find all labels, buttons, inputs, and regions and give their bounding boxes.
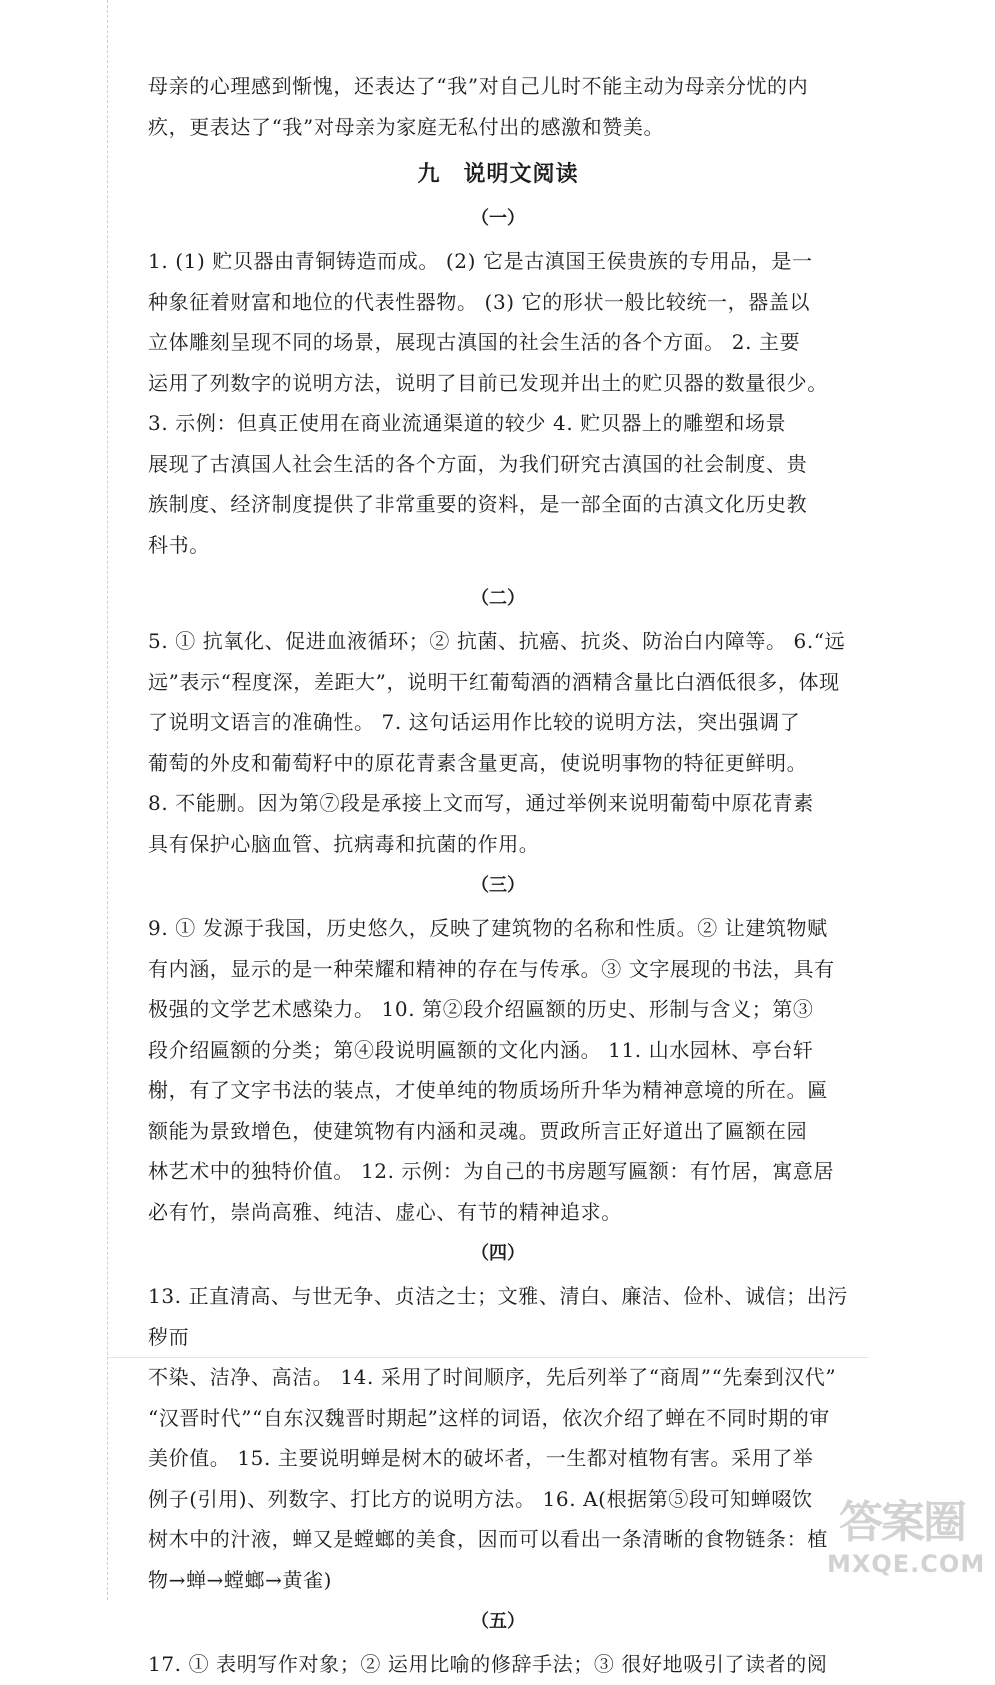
page-content bbox=[148, 66, 848, 1685]
watermark-logo bbox=[827, 1496, 986, 1588]
answer-line: 林艺术中的独特价值。 12. 示例：为自己的书房题写匾额：有竹居，寓意居 bbox=[148, 1159, 835, 1183]
answer-line: 具有保护心脑血管、抗病毒和抗菌的作用。 bbox=[148, 831, 540, 856]
answer-line: 种象征着财富和地位的代表性器物。 (3) 它的形状一般比较统一，器盖以 bbox=[148, 289, 811, 314]
answer-line: 17. ① 表明写作对象；② 运用比喻的修辞手法；③ 很好地吸引了读者的阅 bbox=[148, 1652, 828, 1676]
answer-line: 树木中的汁液，蝉又是螳螂的美食，因而可以看出一条清晰的食物链条：植 bbox=[148, 1527, 828, 1551]
answer-line: 9. ① 发源于我国，历史悠久，反映了建筑物的名称和性质。② 让建筑物赋 bbox=[148, 916, 828, 940]
section-heading: （五） bbox=[471, 1611, 525, 1632]
section-heading: （二） bbox=[471, 588, 525, 609]
answer-line: 立体雕刻呈现不同的场景，展现古滇国的社会生活的各个方面。 2. 主要 bbox=[148, 330, 801, 354]
answer-line: 必有竹，崇尚高雅、纯洁、虚心、有节的精神追求。 bbox=[148, 1199, 622, 1224]
watermark-url: MXQE.COM bbox=[827, 1550, 986, 1578]
answer-line: 运用了列数字的说明方法，说明了目前已发现并出土的贮贝器的数量很少。 bbox=[148, 370, 828, 395]
answer-line: 8. 不能删。因为第⑦段是承接上文而写，通过举例来说明葡萄中原花青素 bbox=[148, 791, 814, 815]
answer-line: 了说明文语言的准确性。 7. 这句话运用作比较的说明方法，突出强调了 bbox=[148, 710, 801, 734]
answer-line: 族制度、经济制度提供了非常重要的资料，是一部全面的古滇文化历史教 bbox=[148, 492, 808, 516]
section-4 bbox=[148, 1234, 848, 1600]
intro-line: 疚，更表达了“我”对母亲为家庭无私付出的感激和赞美。 bbox=[148, 114, 665, 139]
answer-line: 不染、洁净、高洁。 14. 采用了时间顺序，先后列举了“商周”“先秦到汉代” bbox=[148, 1365, 837, 1389]
section-heading: （一） bbox=[471, 208, 525, 229]
answer-line: 远”表示“程度深，差距大”，说明干红葡萄酒的酒精含量比白酒低很多，体现 bbox=[148, 669, 840, 694]
answer-line: “汉晋时代”“自东汉魏晋时期起”这样的词语，依次介绍了蝉在不同时期的审 bbox=[148, 1405, 830, 1430]
answer-line: 3. 示例：但真正使用在商业流通渠道的较少 4. 贮贝器上的雕塑和场景 bbox=[148, 411, 787, 435]
section-2 bbox=[148, 579, 848, 864]
answer-line: 葡萄的外皮和葡萄籽中的原花青素含量更高，使说明事物的特征更鲜明。 bbox=[148, 750, 808, 775]
answer-line: 13. 正直清高、与世无争、贞洁之士；文雅、清白、廉洁、俭朴、诚信；出污秽而 bbox=[148, 1284, 848, 1349]
watermark-text: 答案圈 bbox=[839, 1497, 965, 1548]
answer-line: 段介绍匾额的分类；第④段说明匾额的文化内涵。 11. 山水园林、亭台轩 bbox=[148, 1037, 814, 1062]
answer-line: 榭，有了文字书法的装点，才使单纯的物质场所升华为精神意境的所在。匾 bbox=[148, 1078, 828, 1102]
section-5 bbox=[148, 1602, 848, 1685]
answer-line: 物→蝉→螳螂→黄雀) bbox=[148, 1567, 333, 1592]
section-1 bbox=[148, 199, 848, 565]
answer-line: 美价值。 15. 主要说明蝉是树木的破坏者，一生都对植物有害。采用了举 bbox=[148, 1446, 814, 1470]
section-heading: （四） bbox=[471, 1243, 525, 1264]
chapter-title: 九 说明文阅读 bbox=[417, 162, 579, 187]
answer-line: 有内涵，显示的是一种荣耀和精神的存在与传承。③ 文字展现的书法，具有 bbox=[148, 956, 835, 981]
binding-margin-rule bbox=[107, 0, 108, 1600]
answer-line: 极强的文学艺术感染力。 10. 第②段介绍匾额的历史、形制与含义；第③ bbox=[148, 997, 814, 1021]
answer-line: 1. (1) 贮贝器由青铜铸造而成。 (2) 它是古滇国王侯贵族的专用品，是一 bbox=[148, 249, 813, 273]
intro-line: 母亲的心理感到惭愧，还表达了“我”对自己儿时不能主动为母亲分忧的内 bbox=[148, 74, 809, 98]
answer-line: 额能为景致增色，使建筑物有内涵和灵魂。贾政所言正好道出了匾额在园 bbox=[148, 1118, 808, 1143]
answer-line: 例子(引用)、列数字、打比方的说明方法。 16. A(根据第⑤段可知蝉啜饮 bbox=[148, 1486, 813, 1511]
answer-line: 科书。 bbox=[148, 532, 210, 557]
answer-line: 展现了古滇国人社会生活的各个方面，为我们研究古滇国的社会制度、贵 bbox=[148, 451, 808, 476]
section-heading: （三） bbox=[471, 875, 525, 896]
section-3 bbox=[148, 866, 848, 1232]
answer-line: 5. ① 抗氧化、促进血液循环；② 抗菌、抗癌、抗炎、防治白内障等。 6.“远 bbox=[148, 629, 846, 653]
scan-crease-line bbox=[108, 1357, 868, 1358]
